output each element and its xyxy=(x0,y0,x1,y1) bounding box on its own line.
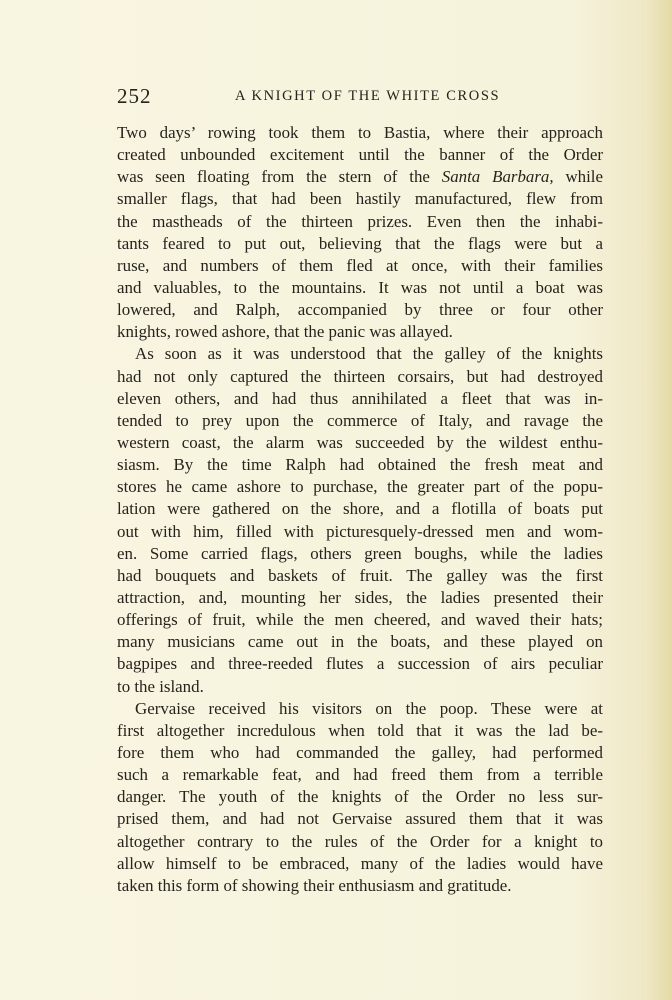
text-line: eleven others, and had thus annihilated a fleet that was in- xyxy=(117,388,603,408)
text-line: had not only captured the thirteen corsairs, but had destroyed xyxy=(117,366,603,386)
text-line: Two days’ rowing took them to Bastia, where their approach xyxy=(117,123,603,142)
text-line: smaller flags, that had been hastily manufactured, flew from xyxy=(117,189,603,209)
text-line: stores he came ashore to purchase, the greater part of the popu- xyxy=(117,477,603,497)
text-line: first altogether incredulous when told that it was the lad be- xyxy=(117,720,603,740)
text-line: altogether contrary to the rules of the Order for a knight to xyxy=(117,831,603,851)
text-line: fore them who had commanded the galley, had performed xyxy=(117,742,603,762)
text-line: lowered, and Ralph, accompanied by three or four other xyxy=(117,300,603,320)
text-line: western coast, the alarm was succeeded by the wildest enthu- xyxy=(117,432,603,452)
page-number: 252 xyxy=(117,84,152,108)
text-line: en. Some carried flags, others green boughs, while the ladies xyxy=(117,543,603,563)
text-line: knights, rowed ashore, that the panic was allayed. xyxy=(117,322,453,342)
ship-name-italic: Santa Barbara, xyxy=(441,167,554,187)
text-line: danger. The youth of the knights of the Order no less sur- xyxy=(117,787,603,807)
text-line: lation were gathered on the shore, and a flotilla of boats put xyxy=(117,499,603,519)
text-line: many musicians came out in the boats, and these played on xyxy=(117,632,603,652)
text-line: Gervaise received his visitors on the poop. These were at xyxy=(135,698,603,718)
body-text xyxy=(117,122,603,897)
text-line: created unbounded excitement until the banner of the Order xyxy=(117,145,603,165)
text-segment: while xyxy=(553,167,603,187)
text-line: prised them, and had not Gervaise assured them that it was xyxy=(117,809,603,829)
text-line: tended to prey upon the commerce of Italy, and ravage the xyxy=(117,410,603,430)
text-line: allow himself to be embraced, many of the ladies would have xyxy=(117,853,603,873)
text-line: attraction, and, mounting her sides, the ladies presented their xyxy=(117,587,603,607)
text-line xyxy=(117,166,603,188)
text-line: tants feared to put out, believing that the flags were but a xyxy=(117,233,603,253)
text-line: such a remarkable feat, and had freed them from a terrible xyxy=(117,765,603,785)
text-line: to the island. xyxy=(117,676,204,696)
running-header xyxy=(117,84,603,110)
text-line: As soon as it was understood that the galley of the knights xyxy=(135,344,603,364)
text-segment: was seen floating from the stern of the xyxy=(117,167,442,187)
text-line: the mastheads of the thirteen prizes. Even then the inhabi- xyxy=(117,211,603,231)
text-line: out with him, filled with picturesquely-dressed men and wom- xyxy=(117,521,603,541)
text-line: taken this form of showing their enthusiasm and gratitude. xyxy=(117,875,512,895)
text-line: bagpipes and three-reeded flutes a succession of airs peculiar xyxy=(117,654,603,674)
text-line: and valuables, to the mountains. It was not until a boat was xyxy=(117,277,603,297)
text-line: ruse, and numbers of them fled at once, with their families xyxy=(117,255,603,275)
text-line: had bouquets and baskets of fruit. The galley was the first xyxy=(117,565,603,585)
running-title: A KNIGHT OF THE WHITE CROSS xyxy=(235,88,501,104)
text-line: offerings of fruit, while the men cheered, and waved their hats; xyxy=(117,610,603,630)
text-line: siasm. By the time Ralph had obtained the fresh meat and xyxy=(117,455,603,475)
